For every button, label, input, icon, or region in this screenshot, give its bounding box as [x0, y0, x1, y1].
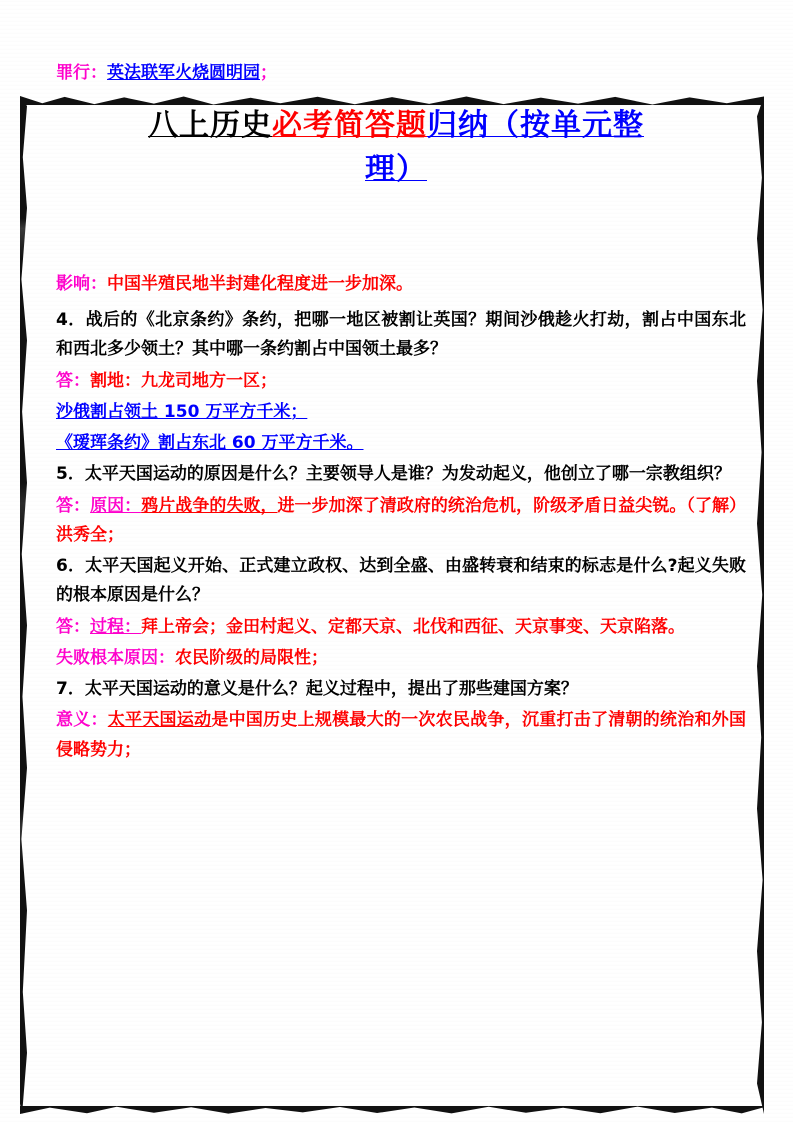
paragraph-answer-6-reason: [56, 644, 746, 673]
paragraph-answer-7: [56, 706, 746, 764]
text-run: 答：: [56, 616, 90, 637]
text-run: 沙俄割占领土 150 万平方千米；: [56, 401, 308, 422]
text-run: 英法联军火烧圆明园: [107, 63, 260, 83]
text-run: 必考简答题: [272, 108, 427, 143]
text-run: 九龙司地方一区；: [141, 370, 277, 391]
text-run: 4．战后的《北京条约》条约，把哪一地区被割让英国？期间沙俄趁火打劫，割占中国东北和西北多少领土？其中哪一条约割占中国领土最多？: [56, 310, 746, 360]
paragraph-answer-5: [56, 492, 746, 550]
paragraph-influence: [56, 270, 746, 299]
text-run: 鸦片战争的失败，: [141, 495, 278, 516]
paragraph-question-4: [56, 306, 746, 364]
paragraph-question-6: [56, 552, 746, 610]
text-run: 中国半殖民地半封建化程度进一步加深。: [107, 274, 413, 294]
text-run: 割地：: [90, 370, 141, 391]
text-run: 《瑷珲条约》割占东北 60 万平方千米。: [56, 433, 364, 454]
border-left-edge: [20, 96, 27, 1114]
text-run: 答：: [56, 495, 91, 516]
text-run: 原因：: [90, 495, 142, 516]
text-run: 6．太平天国起义开始、正式建立政权、达到全盛、由盛转衰和结束的标志是什么?起义失败的根本原因是什么？: [56, 556, 746, 606]
paragraph-answer-4b: [56, 398, 746, 427]
paragraph-answer-4c: [56, 429, 746, 458]
text-run: 归纳（按单元整: [427, 108, 644, 143]
text-run: 进一步加深了清政府的统治危机，阶级矛盾日益尖锐。（了解）洪秀全；: [56, 495, 747, 545]
text-run: 意义：: [56, 710, 108, 731]
pre-title-fragment: [56, 58, 277, 83]
text-run: 拜上帝会；金田村起义、定都天京、北伐和西征、天京事变、天京陷落。: [141, 616, 685, 637]
text-run: 答：: [56, 370, 90, 391]
page-title-line-1: [40, 104, 752, 148]
text-run: 5．太平天国运动的原因是什么？主要领导人是谁？为发动起义，他创立了哪一宗教组织？: [56, 464, 731, 485]
text-run: 农民阶级的局限性；: [175, 647, 328, 668]
text-run: 7．太平天国运动的意义是什么？起义过程中，提出了那些建国方案？: [56, 679, 578, 700]
border-right-edge: [757, 96, 764, 1114]
border-bottom-edge: [20, 1106, 764, 1114]
text-run: 过程：: [90, 616, 141, 637]
paragraph-answer-4a: [56, 367, 746, 396]
document-title-banner: [40, 104, 752, 191]
text-run: 罪行：: [56, 63, 107, 83]
text-run: 是中国历史上规模最大的一次农民战争，沉重打击了清朝的统治和外国侵略势力；: [56, 710, 747, 760]
text-run: 八上历史: [148, 108, 272, 143]
page-title-line-2: [40, 148, 752, 192]
text-run: 太平天国运动: [107, 710, 212, 731]
paragraph-question-5: [56, 460, 746, 489]
text-run: ；: [260, 63, 277, 83]
text-run: 理）: [365, 151, 427, 187]
paragraph-question-7: [56, 675, 746, 704]
paragraph-answer-6: [56, 613, 746, 642]
document-body: [56, 270, 746, 767]
text-run: 失败根本原因：: [56, 647, 175, 668]
text-run: 影响：: [56, 274, 107, 294]
